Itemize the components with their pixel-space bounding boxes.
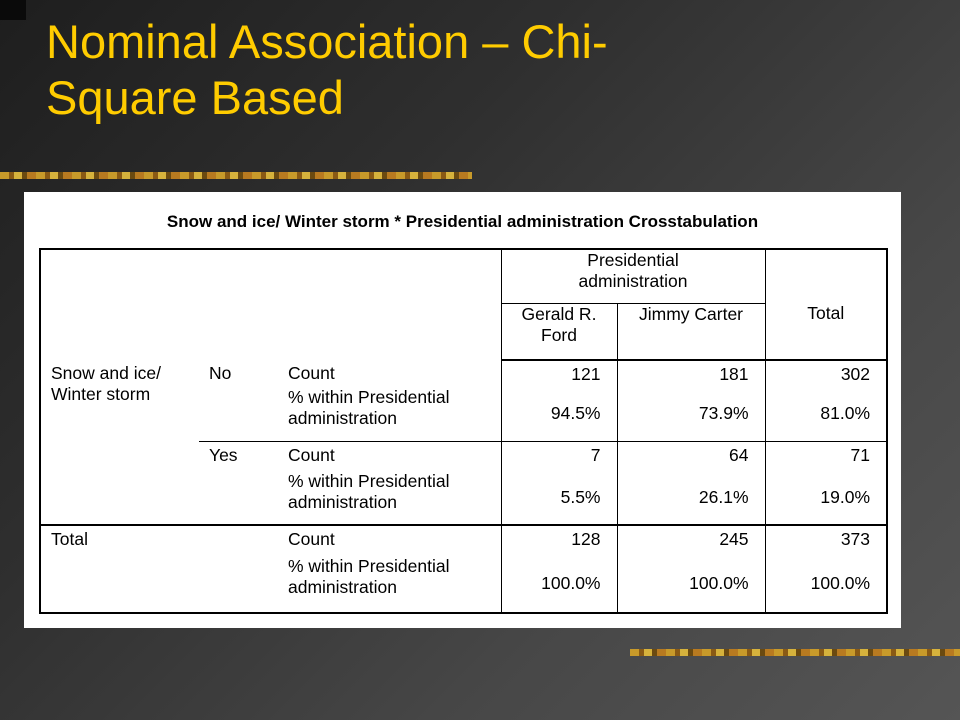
decorative-rule-bottom — [630, 649, 960, 656]
header-ford-line-1: Gerald R. — [521, 303, 597, 324]
table-row-no-count — [40, 360, 887, 387]
cell-total-total-pct: 100.0% — [765, 556, 887, 613]
header-total: Total — [765, 303, 887, 359]
header-row-1 — [40, 249, 887, 303]
stat-pct-line-2: administration — [288, 492, 397, 513]
table-row-total-count — [40, 525, 887, 555]
cell-no-carter-pct: 73.9% — [698, 403, 749, 424]
stat-pct-line-1: % within Presidential — [288, 555, 450, 576]
cell-yes-ford-pct: 5.5% — [501, 471, 617, 525]
stat-label-count: Count — [278, 525, 501, 555]
cell-no-carter-count: 181 — [719, 363, 749, 384]
cell-total-ford-count: 128 — [501, 525, 617, 555]
row-label-yes: Yes — [199, 441, 278, 525]
row-variable-label — [40, 360, 199, 526]
stat-label-count: Count — [278, 441, 501, 471]
row-variable-line-1: Snow and ice/ — [51, 362, 161, 383]
header-ford-line-2: Ford — [541, 324, 577, 345]
stat-pct-line-1: % within Presidential — [288, 386, 450, 407]
cell-total-carter-count: 245 — [617, 525, 765, 555]
stat-label-pct — [278, 471, 501, 525]
stat-label-count: Count — [288, 362, 335, 383]
cell-yes-ford-count: 7 — [501, 441, 617, 471]
cell-no-ford-count: 121 — [501, 360, 617, 387]
stat-pct-line-1: % within Presidential — [288, 471, 450, 492]
stat-pct-line-2: administration — [288, 407, 397, 428]
crosstab-panel — [24, 192, 901, 628]
header-gerald-ford — [501, 303, 617, 359]
cell-no-total-pct: 81.0% — [765, 387, 887, 441]
cell-total-ford-pct: 100.0% — [501, 556, 617, 613]
row-label-total: Total — [40, 525, 278, 613]
cell-yes-carter-count: 64 — [617, 441, 765, 471]
stat-label-pct — [278, 387, 501, 441]
stat-pct-line-2: administration — [288, 576, 397, 597]
header-group-line-1: Presidential — [587, 250, 679, 270]
crosstab-table — [39, 248, 888, 614]
cell-yes-total-count: 71 — [765, 441, 887, 471]
row-variable-line-2: Winter storm — [51, 383, 151, 404]
slide-title — [46, 14, 906, 126]
cell-yes-total-pct: 19.0% — [765, 471, 887, 525]
header-group-line-2: administration — [578, 271, 688, 291]
slide-title-line-1: Nominal Association – Chi- — [46, 15, 608, 68]
cell-yes-carter-pct: 26.1% — [698, 487, 749, 508]
cell-total-carter-pct: 100.0% — [689, 573, 749, 594]
cell-no-ford-pct: 94.5% — [501, 387, 617, 441]
header-blank-cell — [40, 249, 501, 360]
crosstab-title: Snow and ice/ Winter storm * Presidential administration Crosstabulation — [166, 212, 759, 231]
header-presidential-administration — [501, 249, 765, 303]
cell-total-total-count: 373 — [765, 525, 887, 555]
stat-label-pct — [278, 556, 501, 613]
header-total-top — [765, 249, 887, 303]
decorative-rule-top — [0, 172, 472, 179]
row-label-no: No — [209, 362, 232, 383]
corner-mark — [0, 0, 26, 20]
slide-title-line-2: Square Based — [46, 71, 344, 124]
header-jimmy-carter: Jimmy Carter — [617, 303, 765, 359]
cell-no-total-count: 302 — [765, 360, 887, 387]
